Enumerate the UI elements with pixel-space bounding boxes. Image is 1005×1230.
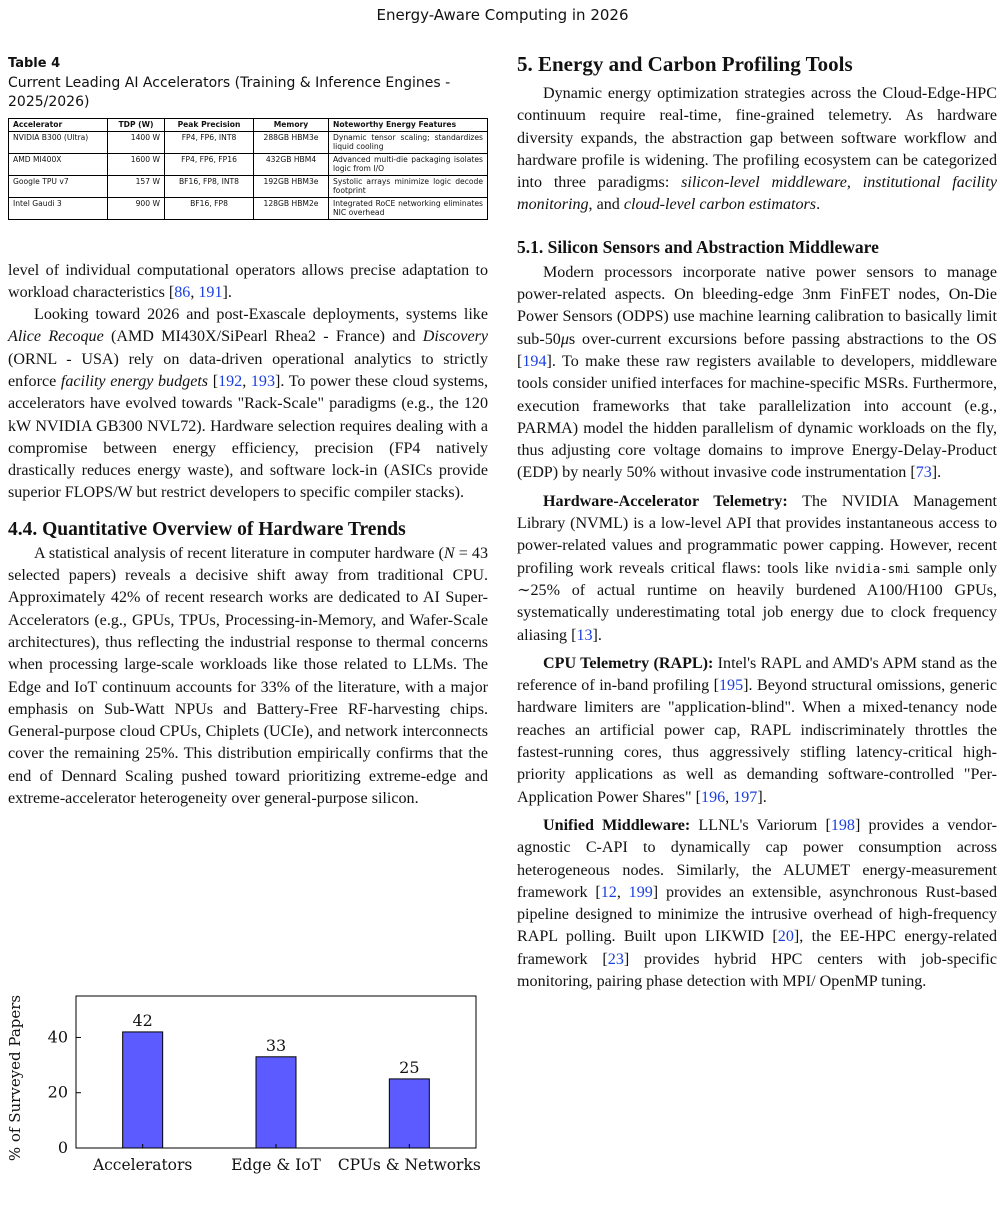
citation-link[interactable]: 13 — [576, 626, 593, 644]
citation-link[interactable]: 199 — [628, 883, 653, 901]
table-cell: BF16, FP8, INT8 — [165, 175, 254, 197]
paragraph-post-exascale: Looking toward 2026 and post-Exascale deployments, systems like Alice Recoque (AMD MI430X/SiPearl Rhea2 - France) and Discovery (ORNL - USA) rely on data-driven operational analytics to strictly enforce facility energy budgets [192, 193]. To power these cloud systems, accelerators have evolved towards "Rack-Scale" paradigms (e.g., the 120 kW NVIDIA GB300 NVL72). Hardware selection requires dealing with a compromise between energy efficiency, precision (FP4 natively drastically reduces energy waste), and software lock-in (ASICs provide superior FLOPS/W but restrict developers to specific compiler stacks). — [8, 306, 489, 502]
citation-link[interactable]: 20 — [777, 928, 794, 946]
bar — [389, 1079, 429, 1148]
bar-chart-svg — [0, 986, 480, 1181]
y-tick-label: 0 — [57, 1138, 68, 1157]
section-heading-4-4: 4.4. Quantitative Overview of Hardware Trends — [8, 518, 406, 540]
table-cell: 288GB HBM3e — [254, 131, 329, 153]
table-cell: 1400 W — [108, 131, 165, 153]
table-cell: 157 W — [108, 175, 165, 197]
table-cell: FP4, FP6, INT8 — [165, 131, 254, 153]
paragraph-cpu-telemetry: CPU Telemetry (RAPL): Intel's RAPL and AMD's APM stand as the reference of in-band profiling [195]. Beyond structural omissions, generic hardware limiters are "application-blind". When a mixed-tenancy node reaches an artificial power cap, RAPL indiscriminately throttles the fastest-running cores, thus aggressively stifling latency-critical high-priority applications as well as demanding software-controlled "Per-Application Power Shares" [196, 197]. — [517, 654, 997, 806]
left-column — [8, 52, 488, 810]
paragraph-operators: level of individual computational operators allows precise adaptation to workload characteristics [86, 191]. — [8, 261, 488, 301]
citation-link[interactable]: 193 — [250, 372, 275, 390]
bar-value-label: 33 — [265, 1035, 287, 1055]
table-cell: Systolic arrays minimize logic decode footprint — [329, 175, 488, 197]
table-cell: FP4, FP6, FP16 — [165, 153, 254, 175]
column-header: Accelerator — [9, 119, 108, 132]
x-tick-label: CPUs & Networks — [337, 1156, 480, 1174]
table-row — [9, 131, 488, 153]
citation-link[interactable]: 191 — [198, 283, 223, 301]
table-cell: Integrated RoCE networking eliminates NIC overhead — [329, 197, 488, 219]
citation-link[interactable]: 198 — [830, 816, 855, 834]
table-cell: BF16, FP8 — [165, 197, 254, 219]
bar-chart — [0, 986, 480, 1181]
citation-link[interactable]: 86 — [174, 283, 191, 301]
citation-link[interactable]: 12 — [600, 883, 617, 901]
table-cell: 192GB HBM3e — [254, 175, 329, 197]
table-row — [9, 153, 488, 175]
column-header: Memory — [254, 119, 329, 132]
x-tick-label: Edge & IoT — [231, 1156, 321, 1174]
citation-link[interactable]: 195 — [718, 677, 744, 695]
citation-link[interactable]: 23 — [607, 950, 624, 968]
paragraph-unified-middleware: Unified Middleware: LLNL's Variorum [198] provides a vendor-agnostic C-API to dynamically cap power consumption across heterogeneous nodes. Similarly, the ALUMET energy-measurement framework [12, 199] provides an extensible, asynchronous Rust-based pipeline designed to minimize the intrusive overhead of high-frequency RAPL polling. Built upon LIKWID [20], the EE-HPC energy-related framework [23] provides hybrid HPC centers with job-specific monitoring, pairing phase detection with MPI/ OpenMP tuning. — [517, 816, 998, 990]
table-header-row — [9, 119, 488, 132]
right-column — [517, 52, 997, 993]
column-header: Peak Precision — [165, 119, 254, 132]
bar — [123, 1032, 163, 1148]
y-tick-label: 40 — [47, 1027, 68, 1047]
table-cell: 128GB HBM2e — [254, 197, 329, 219]
table-cell: 432GB HBM4 — [254, 153, 329, 175]
citation-link[interactable]: 192 — [218, 372, 243, 390]
column-header: Noteworthy Energy Features — [329, 119, 488, 132]
table-cell: Google TPU v7 — [9, 175, 108, 197]
citation-link[interactable]: 73 — [915, 464, 932, 482]
bar-value-label: 25 — [399, 1057, 420, 1077]
table-cell: AMD MI400X — [9, 153, 108, 175]
paragraph-accelerator-telemetry: Hardware-Accelerator Telemetry: The NVIDIA Management Library (NVML) is a low-level API that provides instantaneous access to power-related values and programmatic power capping. However, recent profiling work reveals critical flaws: tools like nvidia-smi sample only ∼25% of actual runtime on heavily burdened A100/H100 GPUs, systematically underestimating total job energy due to clock frequency aliasing [13]. — [517, 492, 997, 644]
citation-link[interactable]: 194 — [522, 352, 547, 370]
x-tick-label: Accelerators — [92, 1156, 193, 1174]
table-cell: 900 W — [108, 197, 165, 219]
column-header: TDP (W) — [108, 119, 165, 132]
table-label: Table 4 — [8, 56, 61, 71]
bar — [256, 1057, 296, 1148]
paragraph-profiling-intro: Dynamic energy optimization strategies across the Cloud-Edge-HPC continuum require real-time, fine-grained telemetry. As hardware diversity expands, the abstraction gap between software workflow and hardware profile is widening. The profiling ecosystem can be categorized into three paradigms: silicon-level middleware, institutional facility monitoring, and cloud-level carbon estimators. — [517, 85, 997, 214]
y-tick-label: 20 — [47, 1082, 68, 1102]
table-cell: Intel Gaudi 3 — [9, 197, 108, 219]
table-row — [9, 197, 488, 219]
accelerator-table — [8, 118, 488, 220]
citation-link[interactable]: 197 — [733, 788, 758, 806]
paragraph-silicon-sensors: Modern processors incorporate native power sensors to manage power-related aspects. On bleeding-edge 3nm FinFET nodes, On-Die Power Sensors (ODPS) use machine learning calibration to basically limit sub-50μs over-current excursions before passing abstractions to the OS [194]. To make these raw registers available to developers, middleware tools consider unified interfaces for machine-specific MSRs. Furthermore, execution frameworks that take parallelization into account (e.g., PARMA) model the hidden parallelism of dynamic workloads on the fly, thus adjusting core voltage domains to improve Energy-Delay-Product (EDP) by nearly 50% without invasive code instrumentation [73]. — [517, 263, 997, 482]
paragraph-quantitative: A statistical analysis of recent literature in computer hardware (N = 43 selected papers) reveals a decisive shift away from traditional CPU. Approximately 42% of recent research works are dedicated to AI Super-Accelerators (e.g., GPUs, TPUs, Processing-in-Memory, and Wafer-Scale architectures), thus reflecting the industrial response to thermal concerns when processing large-scale workloads like those related to LLMs. The Edge and IoT continuum accounts for 33% of the literature, with a major emphasis on Sub-Watt NPUs and Battery-Free RF-harvesting chips. General-purpose cloud CPUs, Chiplets (UCIe), and network interconnects cover the remaining 25%. This distribution empirically confirms that the end of Dennard Scaling pushed toward prioritizing extreme-edge and extreme-accelerator heterogeneity over general-purpose silicon. — [8, 544, 489, 808]
section-heading-5: 5. Energy and Carbon Profiling Tools — [517, 52, 853, 76]
bar-value-label: 42 — [132, 1010, 153, 1030]
table-cell: NVIDIA B300 (Ultra) — [9, 131, 108, 153]
section-heading-5-1: 5.1. Silicon Sensors and Abstraction Middleware — [517, 236, 879, 257]
y-axis-label: % of Surveyed Papers — [6, 994, 24, 1162]
citation-link[interactable]: 196 — [701, 788, 726, 806]
running-header: Energy-Aware Computing in 2026 — [376, 6, 629, 24]
table-cell: Advanced multi-die packaging isolates logic from I/O — [329, 153, 488, 175]
table-caption: Current Leading AI Accelerators (Training & Inference Engines - 2025/2026) — [8, 75, 451, 110]
table-cell: Dynamic tensor scaling; standardizes liquid cooling — [329, 131, 488, 153]
table-row — [9, 175, 488, 197]
table-cell: 1600 W — [108, 153, 165, 175]
